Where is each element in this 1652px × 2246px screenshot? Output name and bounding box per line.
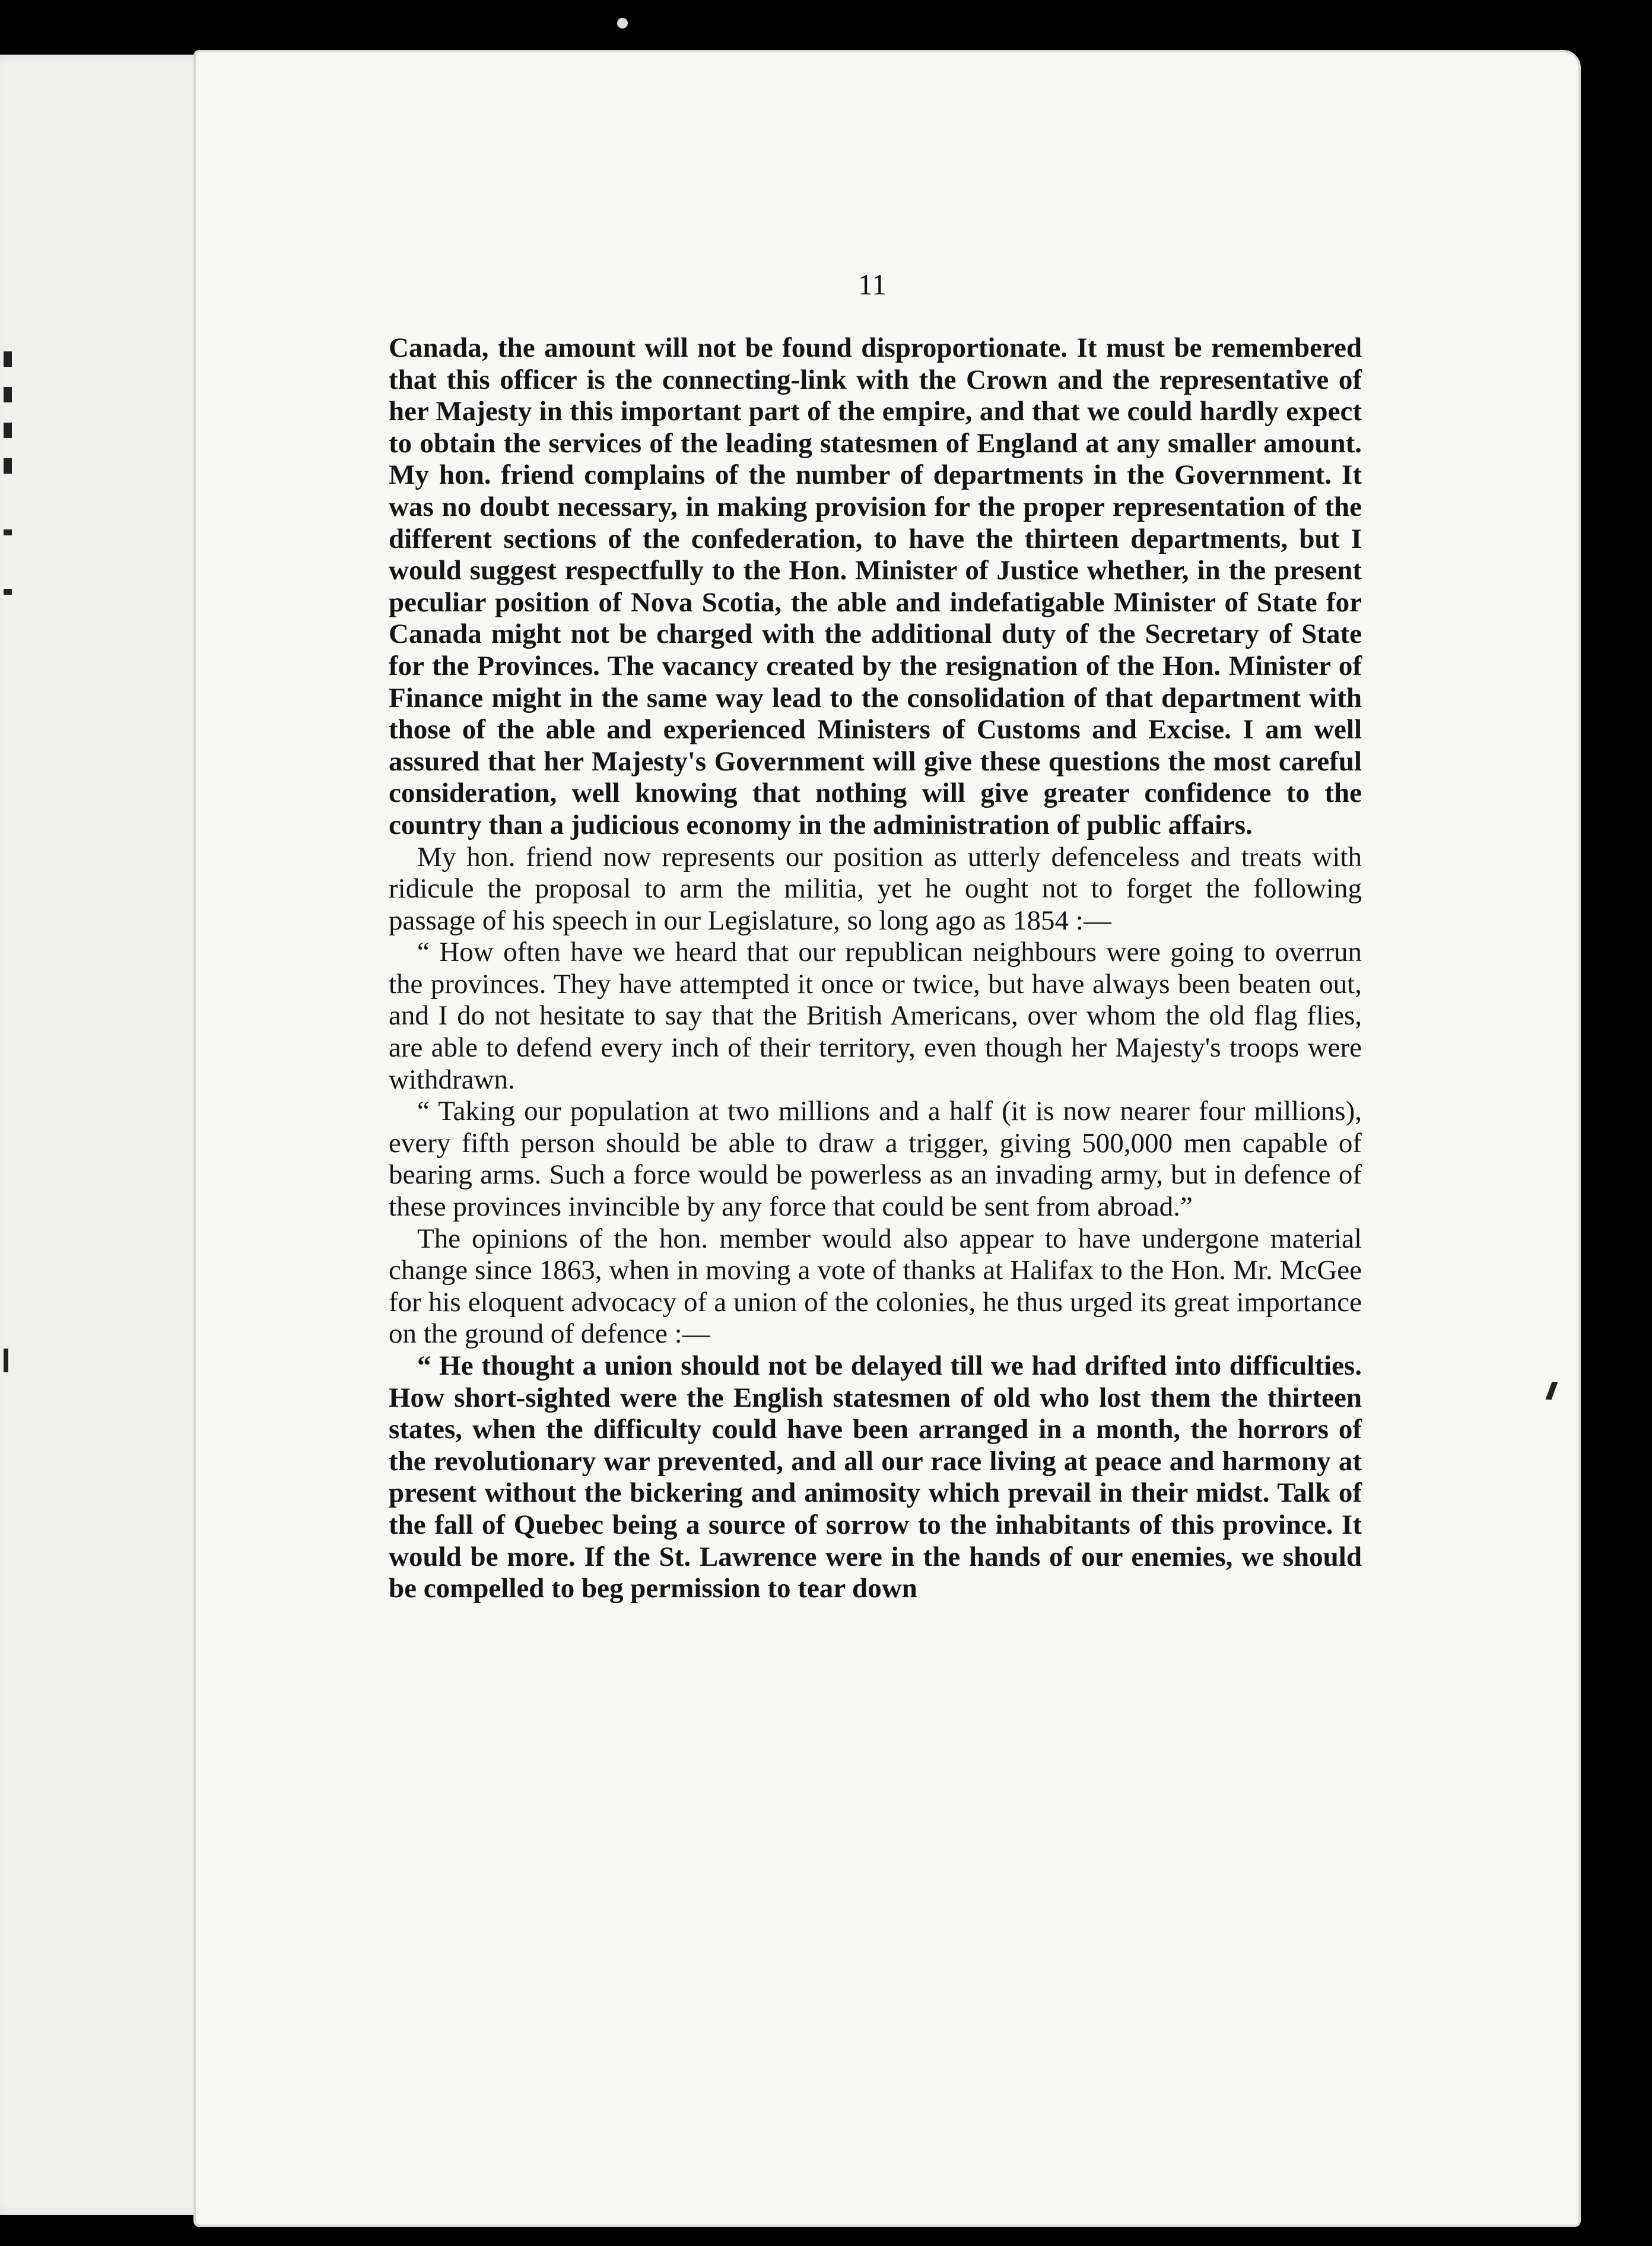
- facing-page-mark: [4, 1349, 8, 1372]
- facing-page-mark: [4, 529, 12, 535]
- facing-page-mark: [4, 458, 12, 474]
- scan-speck: [617, 18, 628, 28]
- margin-mark: [1546, 1382, 1558, 1400]
- facing-page-edge: [0, 55, 217, 2215]
- page-number: 11: [857, 268, 887, 301]
- paragraph: The opinions of the hon. member would also appear to have undergone material change since 1863, when in moving a vote of thanks at Halifax to the Hon. Mr. McGee for his eloquent advocacy of a union of the colonies, he thus urged its great importance on the ground of defence :—: [389, 1223, 1362, 1350]
- paragraph: Canada, the amount will not be found disproportionate. It must be remembered that this officer is the connecting-link with the Crown and the representative of her Majesty in this important part of the empire, and that we could hardly expect to obtain the services of the leading statesmen of England at any smaller amount. My hon. friend complains of the number of departments in the Government. It was no doubt necessary, in making provision for the proper representation of the different sections of the confederation, to have the thirteen departments, but I would suggest respectfully to the Hon. Minister of Justice whether, in the present peculiar position of Nova Scotia, the able and indefatigable Minister of State for Canada might not be charged with the additional duty of the Secretary of State for the Provinces. The vacancy created by the resignation of the Hon. Minister of Finance might in the same way lead to the consolidation of that department with those of the able and experienced Ministers of Customs and Excise. I am well assured that her Majesty's Government will give these questions the most careful consideration, well knowing that nothing will give greater confidence to the country than a judicious economy in the administration of public affairs.: [389, 332, 1362, 840]
- quotation-paragraph: “ He thought a union should not be delayed till we had drifted into difficulties. How short-sighted were the English statesmen of old who lost them the thirteen states, when the difficulty could have been arranged in a month, the horrors of the revolutionary war prevented, and all our race living at peace and harmony at present without the bickering and animosity which prevail in their midst. Talk of the fall of Quebec being a source of sorrow to the inhabitants of this province. It would be more. If the St. Lawrence were in the hands of our enemies, we should be compelled to beg permission to tear down: [389, 1350, 1362, 1604]
- facing-page-mark: [4, 387, 12, 402]
- facing-page-mark: [4, 351, 12, 367]
- quotation-paragraph: “ How often have we heard that our republican neighbours were going to overrun the provinces. They have attempted it once or twice, but have always been beaten out, and I do not hesitate to say that the British Americans, over whom the old flag flies, are able to defend every inch of their territory, even though her Majesty's troops were withdrawn.: [389, 937, 1362, 1095]
- facing-page-mark: [4, 423, 12, 438]
- facing-page-mark: [4, 589, 12, 595]
- body-text: [389, 332, 1362, 1605]
- quotation-paragraph: “ Taking our population at two millions and a half (it is now nearer four millions), every fifth person should be able to draw a trigger, giving 500,000 men capable of bearing arms. Such a force would be powerless as an invading army, but in defence of these provinces invincible by any force that could be sent from abroad.”: [389, 1096, 1362, 1223]
- paragraph: My hon. friend now represents our position as utterly defenceless and treats with ridicule the proposal to arm the militia, yet he ought not to forget the following passage of his speech in our Legislature, so long ago as 1854 :—: [389, 841, 1362, 936]
